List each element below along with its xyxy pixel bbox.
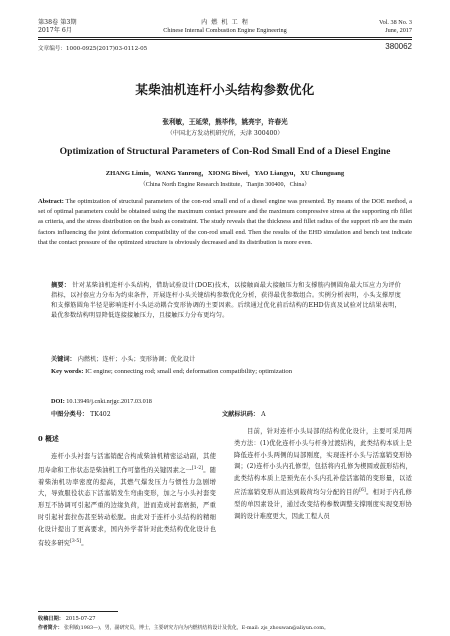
abstract-cn-label: 摘要： — [51, 282, 71, 289]
clc-value: TK402 — [90, 411, 111, 418]
citation-1: [1-2] — [191, 465, 204, 471]
footnote-rule — [38, 611, 118, 612]
footnote-received — [38, 615, 96, 622]
doc-code-value: A — [261, 411, 266, 418]
abstract-cn-text: 针对某柴油机连杆小头结构，借助试验设计(DOE)技术，以接触面最大接触压力和支撑筋内侧圆角最大压应力为评价指标，以衬套应力分布为约束条件，开展连杆小头关键结构参数优化分析，获得最优参数组合。实例分析表明，小头支撑厚度和支撑筋圆角半径是影响连杆小头运动耦合变形协调的主要因素。后续通过优化前后结构的EHD仿真及试验对比结果表明，最优参数结构明显降低连接接触压力，且接触压力分布更均匀。 — [51, 282, 402, 320]
authors-cn: 张利敏，王延荣，熊毕伟，姚亮宇，许春光 — [162, 118, 288, 126]
header-date-cn: 2017年 6月 — [38, 27, 73, 34]
keywords-cn — [51, 354, 401, 363]
keywords-en — [51, 366, 401, 377]
para2-text: 目前，针对连杆小头局部的结构优化设计，主要可采用两类方法：(1)优化连杆小头与杆身过渡结构，此类结构本质上是降低连杆小头两侧的局部刚度，实现连杆小头与活塞销变形协调；(2)连杆小头内孔修型，包括将内孔修为楔圆或鼓形结构，此类结构本质上是预先在小头内孔补偿活塞销的变形量，以适应活塞销变形从而达到载荷均匀分配的目的 — [234, 428, 412, 497]
para1c-text: 。 — [81, 539, 88, 547]
para1b-text: 。随着柴油机功率密度的提高，其燃气爆发压力与惯性力急剧增大，导致服役状态下活塞销发生弯曲变形，加之与小头衬套变形互不协调可引起严重的边缘负荷，进而造成衬套磨损，严重时引起衬套拉伤甚至转动松脱。由此对于连杆小头结构的精细化设计提出了更高要求，国内外学者针对此类结构优化设计也有较多研究 — [38, 466, 216, 547]
header-volume-en: Vol. 38 No. 3 — [378, 19, 412, 26]
keywords-en-label: Key words: — [51, 368, 84, 375]
header-journal-cn: 内 燃 机 工 程 — [201, 19, 249, 26]
title-en: Optimization of Structural Parameters of Con-Rod Small End of a Diesel Engine — [59, 146, 391, 157]
citation-3: [6] — [359, 487, 366, 493]
received-date: 2015-07-27 — [65, 616, 96, 622]
para1-text: 连杆小头衬套与活塞销配合构成柴油机精密运动副，其使用寿命和工作状态是柴油机工作可靠性的关键因素之一 — [38, 453, 216, 474]
doc-code-label: 文献标识码： — [222, 411, 260, 418]
received-label: 收稿日期： — [38, 616, 64, 622]
title-cn: 某柴油机连杆小头结构参数优化 — [135, 82, 315, 97]
doc-code-line — [222, 409, 266, 418]
citation-2: [3-5] — [69, 538, 82, 544]
abstract-cn — [51, 281, 401, 321]
clc-label: 中图分类号： — [51, 411, 89, 418]
doi-line — [51, 398, 152, 405]
author-bio-label: 作者简介： — [38, 625, 63, 631]
right-column-text — [234, 426, 412, 522]
header-date-en: June, 2017 — [385, 27, 412, 34]
affiliation-cn: （中国北方发动机研究所，天津 300400） — [166, 130, 284, 137]
keywords-en-text: IC engine; connecting rod; small end; deformation compatibility; optimization — [85, 368, 293, 375]
abstract-en-text: The optimization of structural parameters of the con-rod small end of a diesel engine was presented. By means of the DOE method, a set of optimal parameters could be obtained using the maximum contact pressure and the maximum compressive stress at the supporting rib fillet as criteria, and the stress distribution on the bush as constraint. The study reveals that the thickness and fillet radius of the support rib are the main factors influencing the joint deformation compatibility of the con-rod small end. Then the results of the EHD simulation and bench test indicate that the contact pressure of the optimized structure is obviously decreased and its distribution is more even. — [38, 198, 413, 246]
article-number: 380062 — [385, 42, 412, 51]
affiliation-en: （China North Engine Research Institute，Tianjin 300400，China） — [139, 182, 311, 188]
keywords-cn-text: 内燃机；连杆；小头；变形协调；优化设计 — [77, 356, 196, 363]
doi-value: 10.13949/j.cnki.nrjgc.2017.03.018 — [66, 398, 152, 405]
keywords-cn-label: 关键词： — [51, 356, 76, 363]
authors-en: ZHANG Limin，WANG Yanrong，XIONG Biwei，YAO Liangyu，XU Chunguang — [105, 170, 345, 177]
abstract-en-label: Abstract: — [38, 198, 64, 205]
para2b-text: 。相对于内孔修型的单因素设计，通过改变结构参数调整支撑刚度实现变形协调的设计难度更大，因此工程人员 — [234, 489, 412, 520]
header-rule-bottom — [38, 39, 412, 40]
header-rule-top — [38, 37, 412, 38]
left-column-text — [38, 451, 216, 550]
author-bio-text: 张利敏(1983—)，男，副研究员，博士，主要研究方向为内燃机结构设计及优化，E-mail: zjs_zhouwan@aliyun.com。 — [64, 625, 329, 631]
article-id: 文章编号：1000-0925(2017)03-0112-05 — [38, 46, 148, 52]
abstract-en — [38, 197, 412, 248]
header-journal-en: Chinese Internal Combustion Engine Engineering — [163, 27, 287, 34]
section-heading: 0 概述 — [38, 435, 59, 443]
header-volume-cn: 第38卷 第3期 — [38, 19, 77, 26]
clc-line — [51, 409, 111, 418]
doi-label: DOI: — [51, 398, 65, 405]
footnote-author — [38, 624, 329, 631]
